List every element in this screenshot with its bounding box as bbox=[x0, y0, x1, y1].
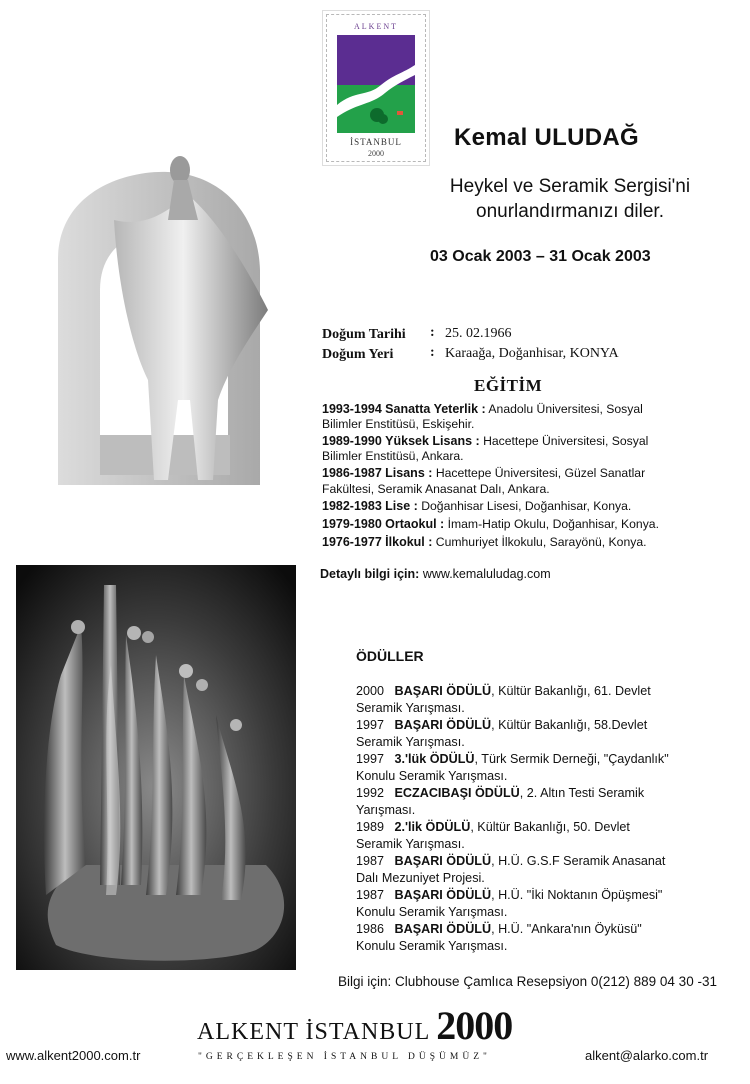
award-year: 1997 bbox=[356, 752, 385, 766]
stamp-top-text: ALKENT bbox=[354, 22, 398, 31]
award-year: 1987 bbox=[356, 888, 385, 902]
slogan: "GERÇEKLEŞEN İSTANBUL DÜŞÜMÜZ" bbox=[198, 1052, 491, 1062]
education-years: 1993-1994 bbox=[322, 402, 382, 416]
education-detail: Cumhuriyet İlkokulu, Sarayönü, Konya. bbox=[435, 535, 647, 549]
award-year: 1986 bbox=[356, 922, 385, 936]
exhibition-line-1: Heykel ve Seramik Sergisi'ni bbox=[449, 176, 691, 197]
education-item bbox=[322, 499, 631, 513]
education-degree: Lisans : bbox=[385, 466, 433, 480]
brand-logo-text bbox=[197, 1002, 512, 1049]
education-years: 1976-1977 bbox=[322, 535, 382, 549]
award-name: BAŞARI ÖDÜLÜ bbox=[394, 718, 492, 732]
education-item bbox=[322, 517, 659, 531]
birth-date-label: Doğum Tarihi bbox=[322, 327, 406, 342]
award-name: 3.'lük ÖDÜLÜ bbox=[394, 752, 475, 766]
award-year: 1989 bbox=[356, 820, 385, 834]
education-degree: Yüksek Lisans : bbox=[385, 434, 480, 448]
education-item bbox=[322, 535, 646, 549]
email-link[interactable]: alkent@alarko.com.tr bbox=[585, 1048, 709, 1063]
award-detail-cont: Dalı Mezuniyet Projesi. bbox=[356, 871, 485, 885]
education-years: 1979-1980 bbox=[322, 517, 382, 531]
education-detail: Anadolu Üniversitesi, Sosyal bbox=[488, 402, 643, 416]
birth-place-value: Karaağa, Doğanhisar, KONYA bbox=[445, 346, 619, 361]
award-item bbox=[356, 684, 651, 698]
award-item bbox=[356, 922, 642, 936]
stamp-bottom-text: İSTANBUL bbox=[350, 137, 402, 147]
award-item bbox=[356, 854, 665, 868]
award-detail: , Kültür Bakanlığı, 61. Devlet bbox=[491, 684, 651, 698]
education-detail: Doğanhisar Lisesi, Doğanhisar, Konya. bbox=[421, 499, 632, 513]
education-years: 1989-1990 bbox=[322, 434, 382, 448]
education-detail-cont: Bilimler Enstitüsü, Ankara. bbox=[322, 449, 464, 463]
sculpture-image-top bbox=[18, 150, 308, 490]
education-years: 1982-1983 bbox=[322, 499, 382, 513]
award-detail: , H.Ü. "İki Noktanın Öpüşmesi" bbox=[491, 888, 663, 902]
website-link[interactable]: www.alkent2000.com.tr bbox=[6, 1048, 141, 1063]
education-degree: İlkokul : bbox=[385, 535, 433, 549]
education-detail-cont: Bilimler Enstitüsü, Eskişehir. bbox=[322, 417, 475, 431]
birth-place-separator: : bbox=[430, 345, 435, 360]
awards-heading: ÖDÜLLER bbox=[356, 648, 424, 664]
award-item bbox=[356, 820, 630, 834]
award-year: 1987 bbox=[356, 854, 385, 868]
education-heading: EĞİTİM bbox=[474, 376, 543, 395]
education-item bbox=[322, 402, 643, 416]
award-detail-cont: Yarışması. bbox=[356, 803, 416, 817]
detail-label: Detaylı bilgi için: bbox=[320, 567, 420, 581]
award-detail: , Kültür Bakanlığı, 58.Devlet bbox=[491, 718, 648, 732]
award-year: 1992 bbox=[356, 786, 385, 800]
award-name: BAŞARI ÖDÜLÜ bbox=[394, 854, 492, 868]
award-name: 2.'lik ÖDÜLÜ bbox=[394, 820, 471, 834]
exhibition-line-2: onurlandırmanızı diler. bbox=[476, 201, 664, 222]
education-detail: İmam-Hatip Okulu, Doğanhisar, Konya. bbox=[447, 517, 659, 531]
education-detail: Hacettepe Üniversitesi, Sosyal bbox=[483, 434, 649, 448]
award-detail: , H.Ü. G.S.F Seramik Anasanat bbox=[491, 854, 666, 868]
education-item bbox=[322, 466, 645, 480]
detail-info bbox=[320, 567, 551, 581]
award-detail: , Kültür Bakanlığı, 50. Devlet bbox=[470, 820, 630, 834]
award-detail-cont: Konulu Seramik Yarışması. bbox=[356, 939, 508, 953]
award-detail-cont: Konulu Seramik Yarışması. bbox=[356, 769, 508, 783]
birth-date-value: 25. 02.1966 bbox=[445, 326, 512, 341]
award-detail: , Türk Sermik Derneği, "Çaydanlık" bbox=[474, 752, 669, 766]
birth-date-row bbox=[322, 325, 406, 343]
award-item bbox=[356, 888, 662, 902]
award-item bbox=[356, 718, 647, 732]
award-detail-cont: Seramik Yarışması. bbox=[356, 837, 465, 851]
artist-last-name: ULUDAĞ bbox=[534, 124, 639, 151]
education-years: 1986-1987 bbox=[322, 466, 382, 480]
award-name: BAŞARI ÖDÜLÜ bbox=[394, 888, 492, 902]
alkent-stamp-logo bbox=[326, 14, 426, 162]
stamp-year-text: 2000 bbox=[368, 149, 384, 158]
award-year: 1997 bbox=[356, 718, 385, 732]
award-detail-cont: Konulu Seramik Yarışması. bbox=[356, 905, 508, 919]
education-detail: Hacettepe Üniversitesi, Güzel Sanatlar bbox=[435, 466, 646, 480]
brand-year: 2000 bbox=[436, 1003, 513, 1048]
stamp-artwork bbox=[337, 35, 415, 133]
brand-name: ALKENT İSTANBUL bbox=[197, 1019, 431, 1045]
birth-place-row bbox=[322, 345, 393, 363]
award-name: ECZACIBAŞI ÖDÜLÜ bbox=[394, 786, 520, 800]
detail-url-link[interactable]: www.kemaluludag.com bbox=[422, 567, 551, 581]
education-degree: Ortaokul : bbox=[385, 517, 445, 531]
award-detail: , 2. Altın Testi Seramik bbox=[519, 786, 645, 800]
education-degree: Sanatta Yeterlik : bbox=[385, 402, 486, 416]
award-year: 2000 bbox=[356, 684, 385, 698]
education-detail-cont: Fakültesi, Seramik Anasanat Dalı, Ankara. bbox=[322, 482, 550, 496]
contact-info: Bilgi için: Clubhouse Çamlıca Resepsiyon 0(212) 889 04 30 -31 bbox=[338, 974, 717, 989]
award-name: BAŞARI ÖDÜLÜ bbox=[394, 684, 492, 698]
award-detail-cont: Seramik Yarışması. bbox=[356, 735, 465, 749]
artist-first-name: Kemal bbox=[454, 124, 528, 151]
artist-name bbox=[454, 124, 639, 152]
sculpture-image-bottom bbox=[16, 565, 296, 970]
exhibition-dates: 03 Ocak 2003 – 31 Ocak 2003 bbox=[430, 248, 651, 265]
award-detail: , H.Ü. "Ankara'nın Öyküsü" bbox=[491, 922, 642, 936]
education-degree: Lise : bbox=[385, 499, 418, 513]
award-item bbox=[356, 752, 669, 766]
award-item bbox=[356, 786, 644, 800]
award-detail-cont: Seramik Yarışması. bbox=[356, 701, 465, 715]
education-item bbox=[322, 434, 648, 448]
birth-date-separator: : bbox=[430, 325, 435, 340]
award-name: BAŞARI ÖDÜLÜ bbox=[394, 922, 492, 936]
birth-place-label: Doğum Yeri bbox=[322, 347, 394, 362]
